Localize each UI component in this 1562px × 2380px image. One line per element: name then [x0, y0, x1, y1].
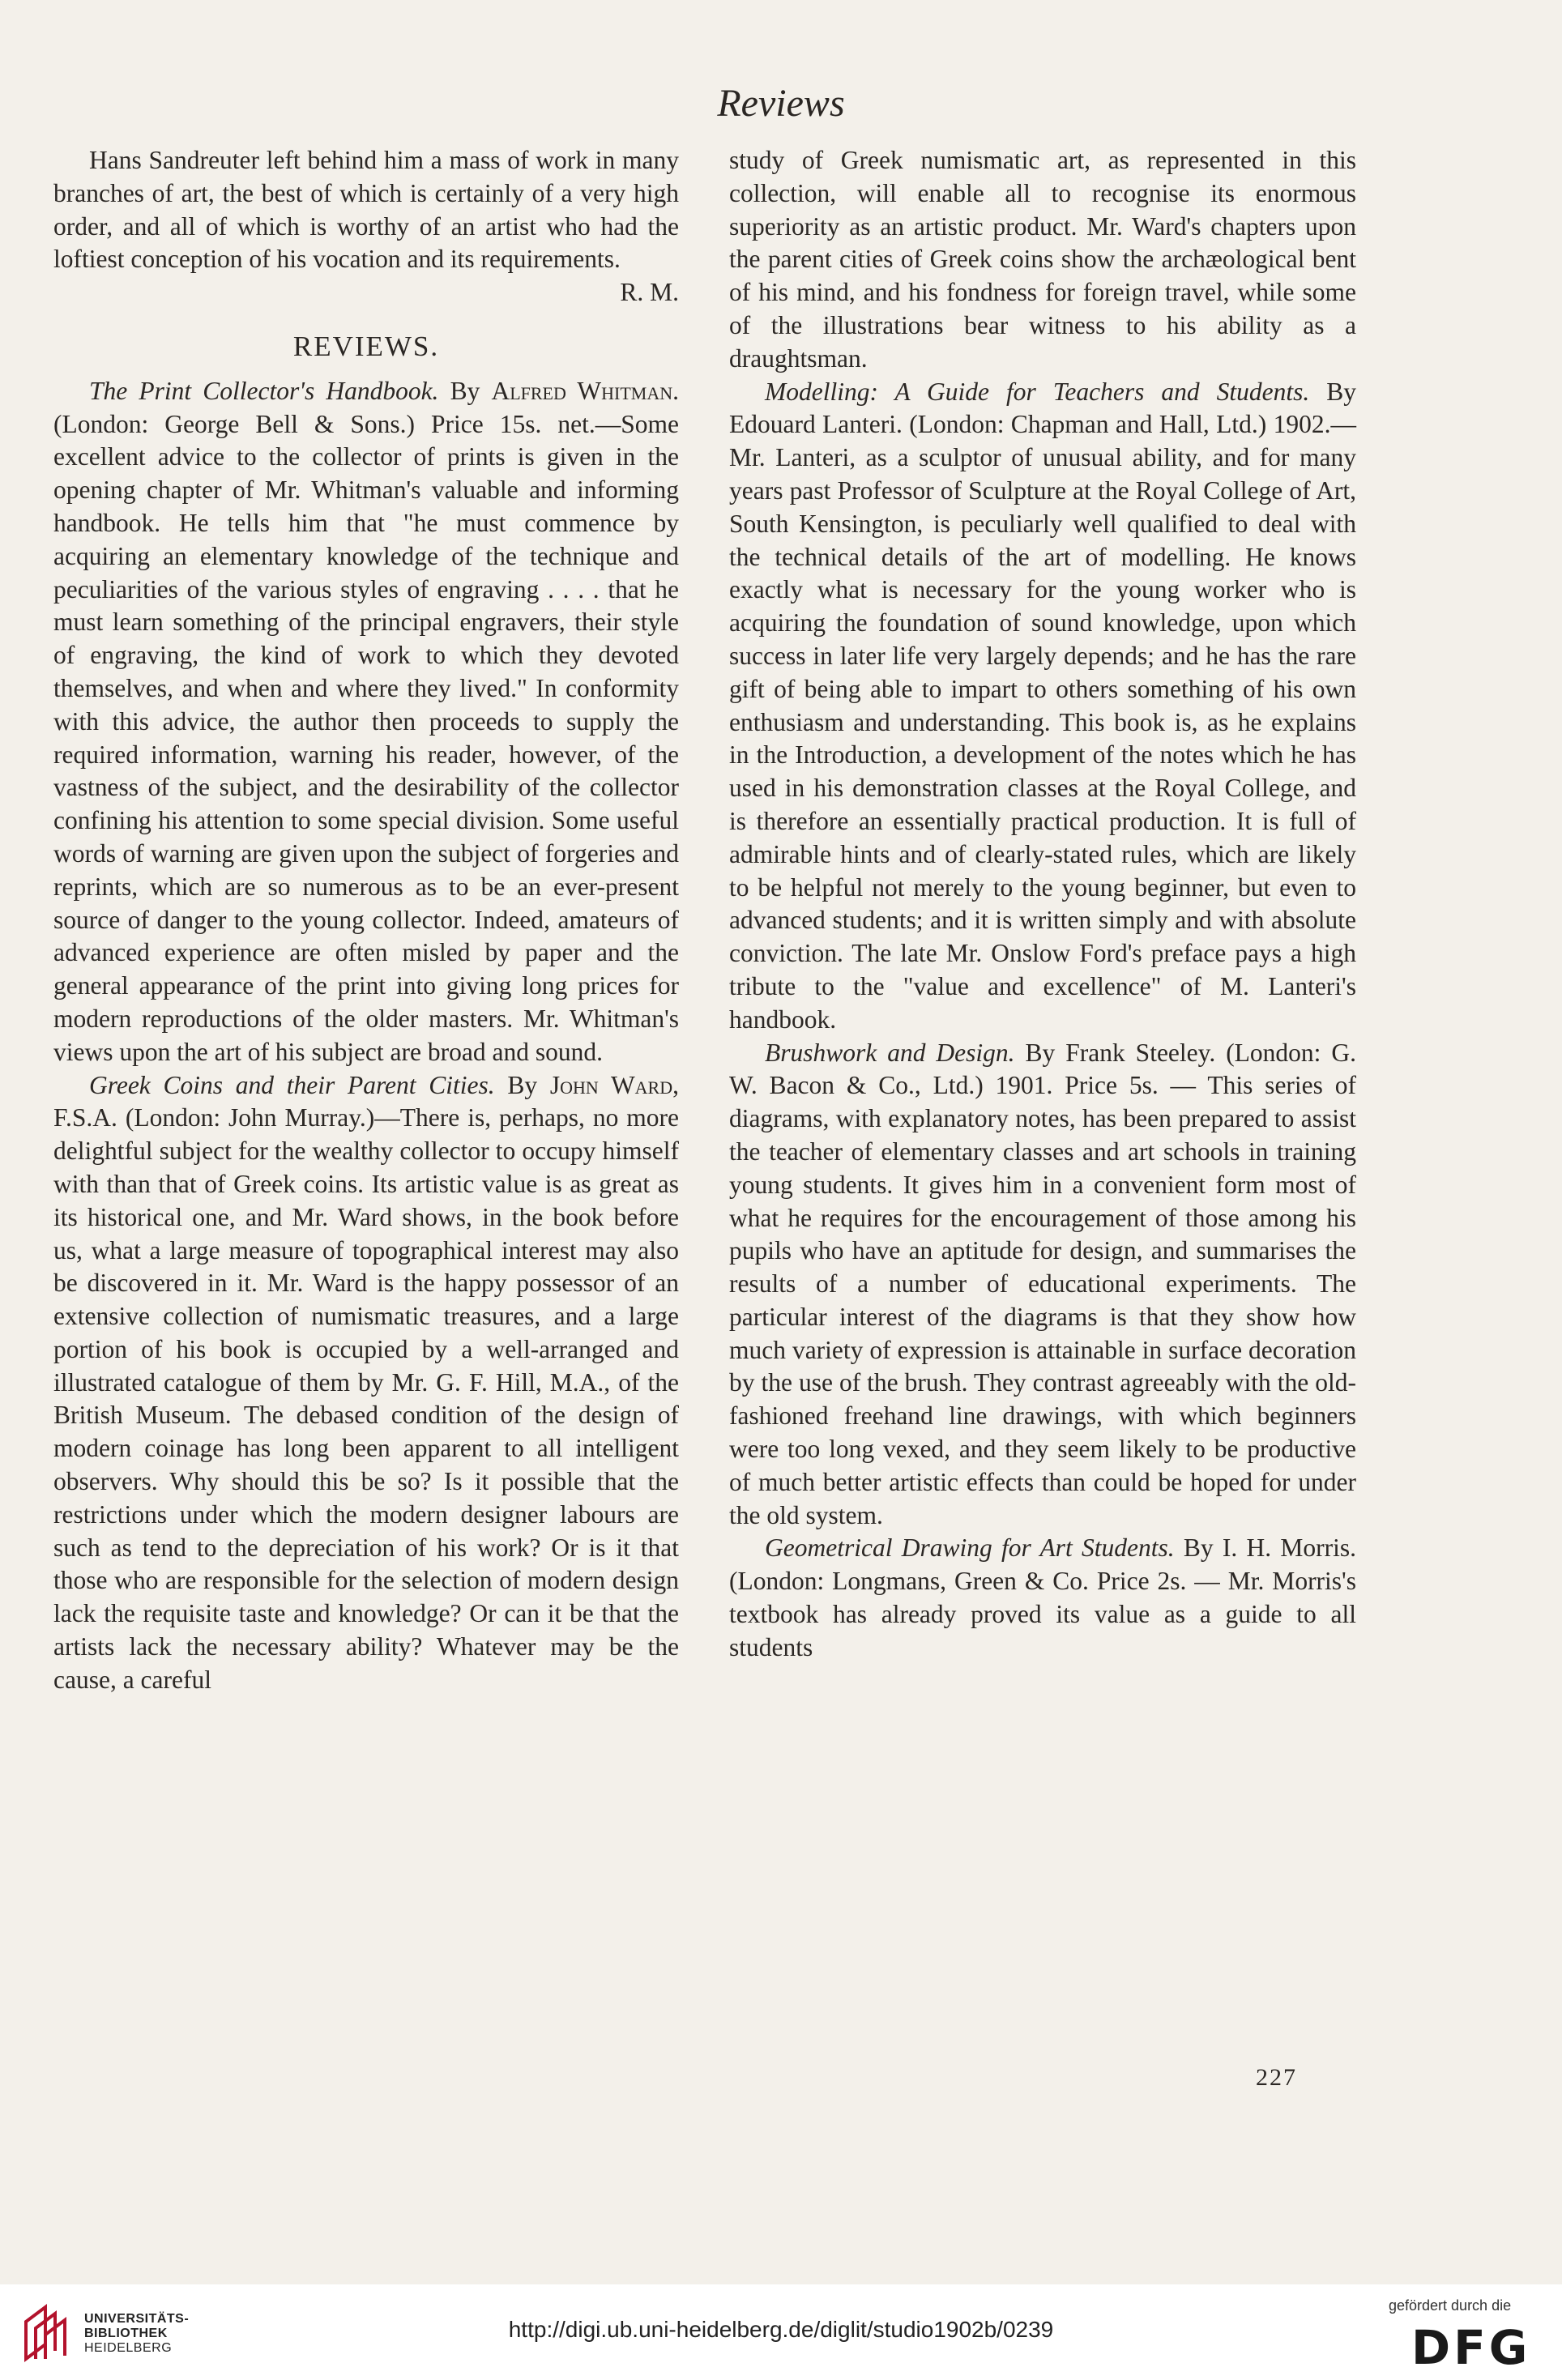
- review-modelling: [729, 376, 1356, 1037]
- continued-paragraph: study of Greek numismatic art, as represented in this collection, will enable all to recognise its enormous superiority as an artistic product. Mr. Ward's chapters upon the parent cities of Greek coins show the archæological bent of his mind, and his fondness for foreign travel, while some of the illustrations bear witness to his ability as a draughtsman.: [729, 146, 1356, 373]
- review-body: By I. H. Morris. (London: Longmans, Green & Co. Price 2s. — Mr. Morris's textbook has already proved its value as a guide to all students: [729, 1533, 1356, 1661]
- dfg-logo[interactable]: DFG: [1411, 2320, 1531, 2375]
- review-body: By Edouard Lanteri. (London: Chapman and Hall, Ltd.) 1902.—Mr. Lanteri, as a sculptor of unusual ability, and for many years past Professor of Sculpture at the Royal College of Art, South Kensington, is peculiarly well qualified to deal with the technical details of the art of modelling. He knows exactly what is necessary for the young worker who is acquiring the foundation of sound knowledge, upon which success in later life very largely depends; and he has the rare gift of being able to impart to others something of his own enthusiasm and understanding. This book is, as he explains in the Introduction, a development of the notes which he has used in his demonstration classes at the Royal College, and is therefore an essentially practical production. It is full of admirable hints and of clearly-stated rules, which are likely to be helpful not merely to the young beginner, but even to advanced students; and it is written simply and with absolute conviction. The late Mr. Onslow Ford's preface pays a high tribute to the "value and excellence" of M. Lanteri's handbook.: [729, 377, 1356, 1034]
- review-geometrical-drawing: [729, 1532, 1356, 1664]
- review-author: John Ward, F.S.A.: [53, 1070, 679, 1132]
- running-head: Reviews: [717, 82, 845, 125]
- review-body: (London: George Bell & Sons.) Price 15s. net.—Some excellent advice to the collector of prints is given in the opening chapter of Mr. Whitman's valuable and informing handbook. He tells him that "he must commence by acquiring an elementary knowledge of the technique and peculiarities of the various styles of engraving . . . . that he must learn something of the principal engravers, their style of engraving, the kind of work to which they devoted themselves, and when and where they lived." In conformity with this advice, the author then proceeds to supply the required information, warning his reader, however, of the vastness of the subject, and the desirability of the collector confining his attention to some special division. Some useful words of warning are given upon the subject of forgeries and reprints, which are so numerous as to be an ever-present source of danger to the young collector. Indeed, amateurs of advanced experience are often misled by paper and the general appearance of the print into giving long prices for modern reproductions of the older masters. Mr. Whitman's views upon the art of his subject are broad and sound.: [53, 409, 679, 1066]
- review-author: Alfred Whitman.: [491, 376, 680, 405]
- right-column: [729, 144, 1356, 1665]
- intro-text: Hans Sandreuter left behind him a mass of work in many branches of art, the best of which is certainly of a very high order, and all of which is worthy of an artist who had the loftiest conception of his vocation and its requirements.: [53, 146, 679, 274]
- review-byline: By: [507, 1070, 538, 1099]
- review-body: By Frank Steeley. (London: G. W. Bacon & Co., Ltd.) 1901. Price 5s. — This series of diagrams, with explanatory notes, has been prepared to assist the teacher of elementary classes and art schools in training young students. It gives him in a convenient form most of what he requires for the encouragement of those among his pupils who have an aptitude for design, and summarises the results of a number of educational experiments. The particular interest of the diagrams is that they show how much variety of expression is attainable in surface decoration by the use of the brush. They contrast agreeably with the old-fashioned freehand line drawings, with which beginners were too long vexed, and they seem likely to be productive of much better artistic effects than could be hoped for under the old system.: [729, 1038, 1357, 1529]
- review-title: Modelling: A Guide for Teachers and Students.: [765, 377, 1310, 406]
- review-brushwork: [729, 1037, 1356, 1533]
- library-city: HEIDELBERG: [84, 2341, 173, 2355]
- review-greek-coins: [53, 1069, 679, 1697]
- review-byline: By: [450, 376, 480, 405]
- review-title: Geometrical Drawing for Art Students.: [765, 1533, 1175, 1563]
- library-name-line1: UNIVERSITÄTS-: [84, 2312, 190, 2326]
- permalink-url[interactable]: http://digi.ub.uni-heidelberg.de/diglit/studio1902b/0239: [508, 2317, 1054, 2342]
- review-print-collector: [53, 375, 679, 1069]
- review-title: The Print Collector's Handbook.: [89, 376, 439, 405]
- intro-paragraph: [53, 144, 679, 307]
- review-title: Greek Coins and their Parent Cities.: [89, 1070, 495, 1099]
- section-heading: REVIEWS.: [292, 330, 440, 362]
- review-body: (London: John Murray.)—There is, perhaps, no more delightful subject for the wealthy collector to occupy himself with than that of Greek coins. Its artistic value is as great as its historical one, and Mr. Ward shows, in the book before us, what a large measure of topographical interest may also be discovered in it. Mr. Ward is the happy possessor of an extensive collection of numismatic treasures, and a large portion of his book is occupied by a well-arranged and illustrated catalogue of them by Mr. G. F. Hill, M.A., of the British Museum. The debased condition of the design of modern coinage has long been apparent to all intelligent observers. Why should this be so? Is it possible that the restrictions under which the modern designer labours are such as tend to the depreciation of his work? Or is it that those who are responsible for the selection of modern design lack the requisite taste and knowledge? Or can it be that the artists lack the necessary ability? Whatever may be the cause, a careful: [53, 1103, 680, 1694]
- left-column: [53, 144, 679, 1697]
- digitization-footer: [0, 2284, 1562, 2380]
- funding-label: gefördert durch die: [1389, 2297, 1512, 2314]
- page-number: 227: [1256, 2064, 1297, 2091]
- intro-signature: R. M.: [620, 278, 679, 307]
- library-name-line2: BIBLIOTHEK: [84, 2327, 168, 2340]
- review-title: Brushwork and Design.: [765, 1038, 1015, 1067]
